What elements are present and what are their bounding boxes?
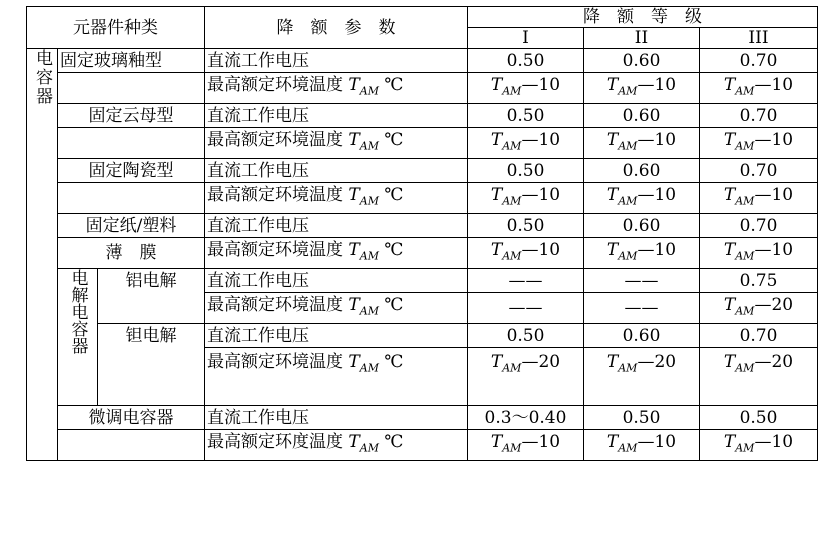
value-cell: 0.50 [468,324,584,348]
type-empty [58,73,205,104]
value-cell: 0.3～0.40 [468,406,584,430]
header-level-1: I [468,28,584,49]
param-dc-voltage: 直流工作电压 [205,269,468,293]
type-empty [58,183,205,214]
value-cell: $T_{AM}—10$ [700,128,818,159]
type-glass-glaze: 固定玻璃釉型 [58,49,205,73]
value-cell: —— [584,269,700,293]
param-dc-voltage: 直流工作电压 [205,324,468,348]
value-cell: $T_{AM}—20$ [700,348,818,406]
param-max-temp: 最高额定环境温度 $T_{AM}$ ℃ [205,183,468,214]
value-cell: 0.70 [700,104,818,128]
value-cell: $T_{AM}—20$ [468,348,584,406]
value-cell: 0.60 [584,324,700,348]
value-cell: 0.60 [584,214,700,238]
type-paper-plastic: 固定纸/塑料 [58,214,205,238]
type-ceramic: 固定陶瓷型 [58,159,205,183]
value-cell: $T_{AM}—10$ [468,128,584,159]
header-component-type: 元器件种类 [27,7,205,49]
value-cell: 0.70 [700,159,818,183]
value-cell: $T_{AM}—10$ [584,183,700,214]
value-cell: $T_{AM}—10$ [700,73,818,104]
value-cell: $T_{AM}—10$ [584,238,700,269]
param-max-temp: 最高额定环境温度 $T_{AM}$ ℃ [205,293,468,324]
value-cell: $T_{AM}—10$ [700,238,818,269]
param-dc-voltage: 直流工作电压 [205,49,468,73]
value-cell: $T_{AM}—10$ [468,238,584,269]
param-dc-voltage: 直流工作电压 [205,159,468,183]
value-cell: 0.60 [584,49,700,73]
param-dc-voltage: 直流工作电压 [205,214,468,238]
value-cell: 0.50 [468,104,584,128]
param-dc-voltage: 直流工作电压 [205,104,468,128]
param-max-temp: 最高额定环境温度 $T_{AM}$ ℃ [205,128,468,159]
param-max-temp: 最高额定环境温度 $T_{AM}$ ℃ [205,73,468,104]
header-level-3: III [700,28,818,49]
header-derating-param: 降 额 参 数 [205,7,468,49]
value-cell: —— [584,293,700,324]
type-aluminum-electrolytic: 铝电解 [98,269,205,324]
type-trimmer: 微调电容器 [58,406,205,430]
value-cell: 0.70 [700,214,818,238]
value-cell: $T_{AM}—10$ [700,430,818,461]
electrolytic-group-cell [58,269,98,406]
type-empty [58,430,205,461]
param-dc-voltage: 直流工作电压 [205,406,468,430]
param-max-temp: 最高额定环度温度 $T_{AM}$ ℃ [205,430,468,461]
value-cell: $T_{AM}—10$ [700,183,818,214]
value-cell: —— [468,269,584,293]
param-max-temp: 最高额定环境温度 $T_{AM}$ ℃ [205,348,468,406]
value-cell: 0.50 [584,406,700,430]
value-cell: 0.50 [468,159,584,183]
value-cell: $T_{AM}—10$ [584,73,700,104]
header-derating-level: 降 额 等 级 [468,7,818,28]
derating-table [26,6,818,461]
value-cell: $T_{AM}—10$ [468,73,584,104]
value-cell: 0.50 [468,214,584,238]
value-cell: $T_{AM}—20$ [584,348,700,406]
value-cell: $T_{AM}—10$ [584,430,700,461]
header-level-2: II [584,28,700,49]
value-cell: —— [468,293,584,324]
value-cell: 0.70 [700,324,818,348]
value-cell: $T_{AM}—10$ [468,183,584,214]
value-cell: $T_{AM}—10$ [584,128,700,159]
value-cell: 0.50 [700,406,818,430]
category-cell [27,49,58,461]
value-cell: $T_{AM}—10$ [468,430,584,461]
value-cell: 0.50 [468,49,584,73]
type-empty [58,128,205,159]
type-film: 薄 膜 [58,238,205,269]
electrolytic-group-label: 电解电容器 [67,269,88,354]
value-cell: 0.75 [700,269,818,293]
category-label: 电容器 [32,49,52,106]
type-tantalum-electrolytic: 钽电解 [98,324,205,406]
value-cell: $T_{AM}—20$ [700,293,818,324]
value-cell: 0.60 [584,104,700,128]
value-cell: 0.60 [584,159,700,183]
param-max-temp: 最高额定环境温度 $T_{AM}$ ℃ [205,238,468,269]
value-cell: 0.70 [700,49,818,73]
type-mica: 固定云母型 [58,104,205,128]
